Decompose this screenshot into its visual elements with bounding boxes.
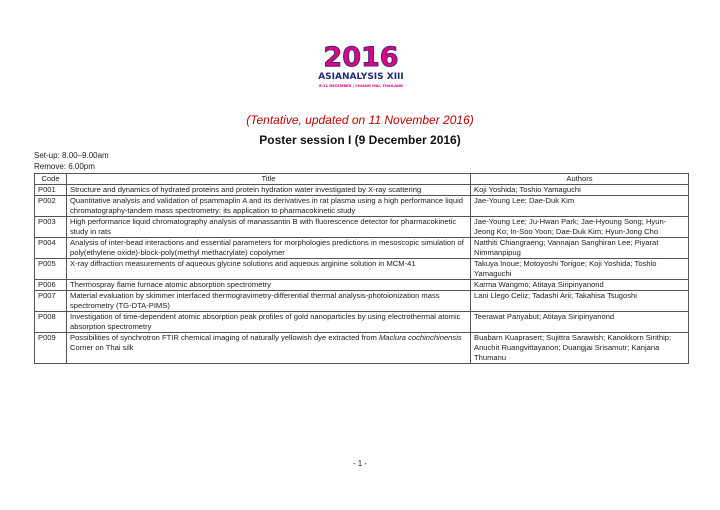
logo-year: 2016 <box>323 42 399 73</box>
poster-title: Material evaluation by skimmer interfaced thermogravimetry-differential thermal analysis-photoionization mass spectrometry (TG-DTA-PIMS) <box>67 291 471 312</box>
poster-title: Analysis of inter-bead interactions and essential parameters for morphologies predictions in mesoscopic simulation of poly(ethylene oxide)-block-poly(methyl methacrylate) copolymer <box>67 238 471 259</box>
conference-logo <box>316 38 406 94</box>
poster-title: Thermospray flame furnace atomic absorption spectrometry <box>67 280 471 291</box>
logo-tagline: 8-11 DECEMBER | CHIANG MAI, THAILAND <box>318 84 404 88</box>
header-title: Title <box>67 174 471 185</box>
poster-authors: Karma Wangmo; Atitaya Siripinyanond <box>471 280 689 291</box>
poster-code: P007 <box>35 291 67 312</box>
table-row <box>35 312 689 333</box>
header-authors: Authors <box>471 174 689 185</box>
species-name: Maclura cochinchinensis <box>378 333 462 342</box>
table-row <box>35 333 689 364</box>
poster-code: P004 <box>35 238 67 259</box>
poster-authors: Buabarn Kuaprasert; Sujittra Sarawish; Kanokkorn Sirithip; Anuchit Ruangvittayanon; Duangjai Srisamutr; Kanjana Thumanu <box>471 333 689 364</box>
poster-authors: Koji Yoshida; Toshio Yamaguchi <box>471 185 689 196</box>
logo-name: ASIANALYSIS XIII <box>318 72 404 82</box>
table-row <box>35 280 689 291</box>
table-row <box>35 217 689 238</box>
poster-authors: Jae-Young Lee; Ju-Hwan Park; Jae-Hyoung Song; Hyun-Jeong Ko; In-Soo Yoon; Dae-Duk Kim; Hyun-Jong Cho <box>471 217 689 238</box>
page-number: - 1 - <box>352 459 368 468</box>
title-text: Possibilities of synchrotron FTIR chemical imaging of naturally yellowish dye extracted from <box>70 333 377 342</box>
table-header-row <box>35 174 689 185</box>
setup-time: Set-up: 8.00–9.00am <box>34 151 109 160</box>
poster-title: Structure and dynamics of hydrated proteins and protein hydration water investigated by X-ray scattering <box>67 185 471 196</box>
poster-authors: Lani Llego Celiz; Tadashi Arii; Takahisa Tsugoshi <box>471 291 689 312</box>
poster-title: High performance liquid chromatography analysis of manassantin B with fluorescence detector for pharmacokinetic study in rats <box>67 217 471 238</box>
poster-code: P001 <box>35 185 67 196</box>
remove-time: Remove: 6.00pm <box>34 162 95 171</box>
title-text-end: Corner on Thai silk <box>70 343 134 352</box>
poster-title: Investigation of time-dependent atomic absorption peak profiles of gold nanoparticles by using electrothermal atomic absorption spectrometry <box>67 312 471 333</box>
poster-authors: Jae-Young Lee; Dae-Duk Kim <box>471 196 689 217</box>
poster-authors: Takuya Inoue; Motoyoshi Torigoe; Koji Yoshida; Toshio Yamaguchi <box>471 259 689 280</box>
poster-title: Quantitative analysis and validation of psammaplin A and its derivatives in rat plasma using a high performance liquid chromatography-tandem mass spectrometry: its application to pharmacokinetic study <box>67 196 471 217</box>
table-row <box>35 185 689 196</box>
poster-code: P006 <box>35 280 67 291</box>
poster-title <box>67 333 471 364</box>
poster-table <box>34 173 689 364</box>
table-row <box>35 259 689 280</box>
table-row <box>35 196 689 217</box>
poster-code: P002 <box>35 196 67 217</box>
poster-code: P008 <box>35 312 67 333</box>
poster-authors: Natthiti Chiangraeng; Vannajan Sanghiran Lee; Piyarat Nimmanpipug <box>471 238 689 259</box>
table-row <box>35 238 689 259</box>
header-code: Code <box>35 174 67 185</box>
table-row <box>35 291 689 312</box>
session-title: Poster session I (9 December 2016) <box>259 133 461 147</box>
poster-code: P003 <box>35 217 67 238</box>
poster-code: P005 <box>35 259 67 280</box>
poster-title: X-ray diffraction measurements of aqueous glycine solutions and aqueous arginine solution in MCM-41 <box>67 259 471 280</box>
poster-authors: Teerawat Panyabut; Atitaya Siripinyanond <box>471 312 689 333</box>
update-note: (Tentative, updated on 11 November 2016) <box>246 113 474 127</box>
poster-code: P009 <box>35 333 67 364</box>
